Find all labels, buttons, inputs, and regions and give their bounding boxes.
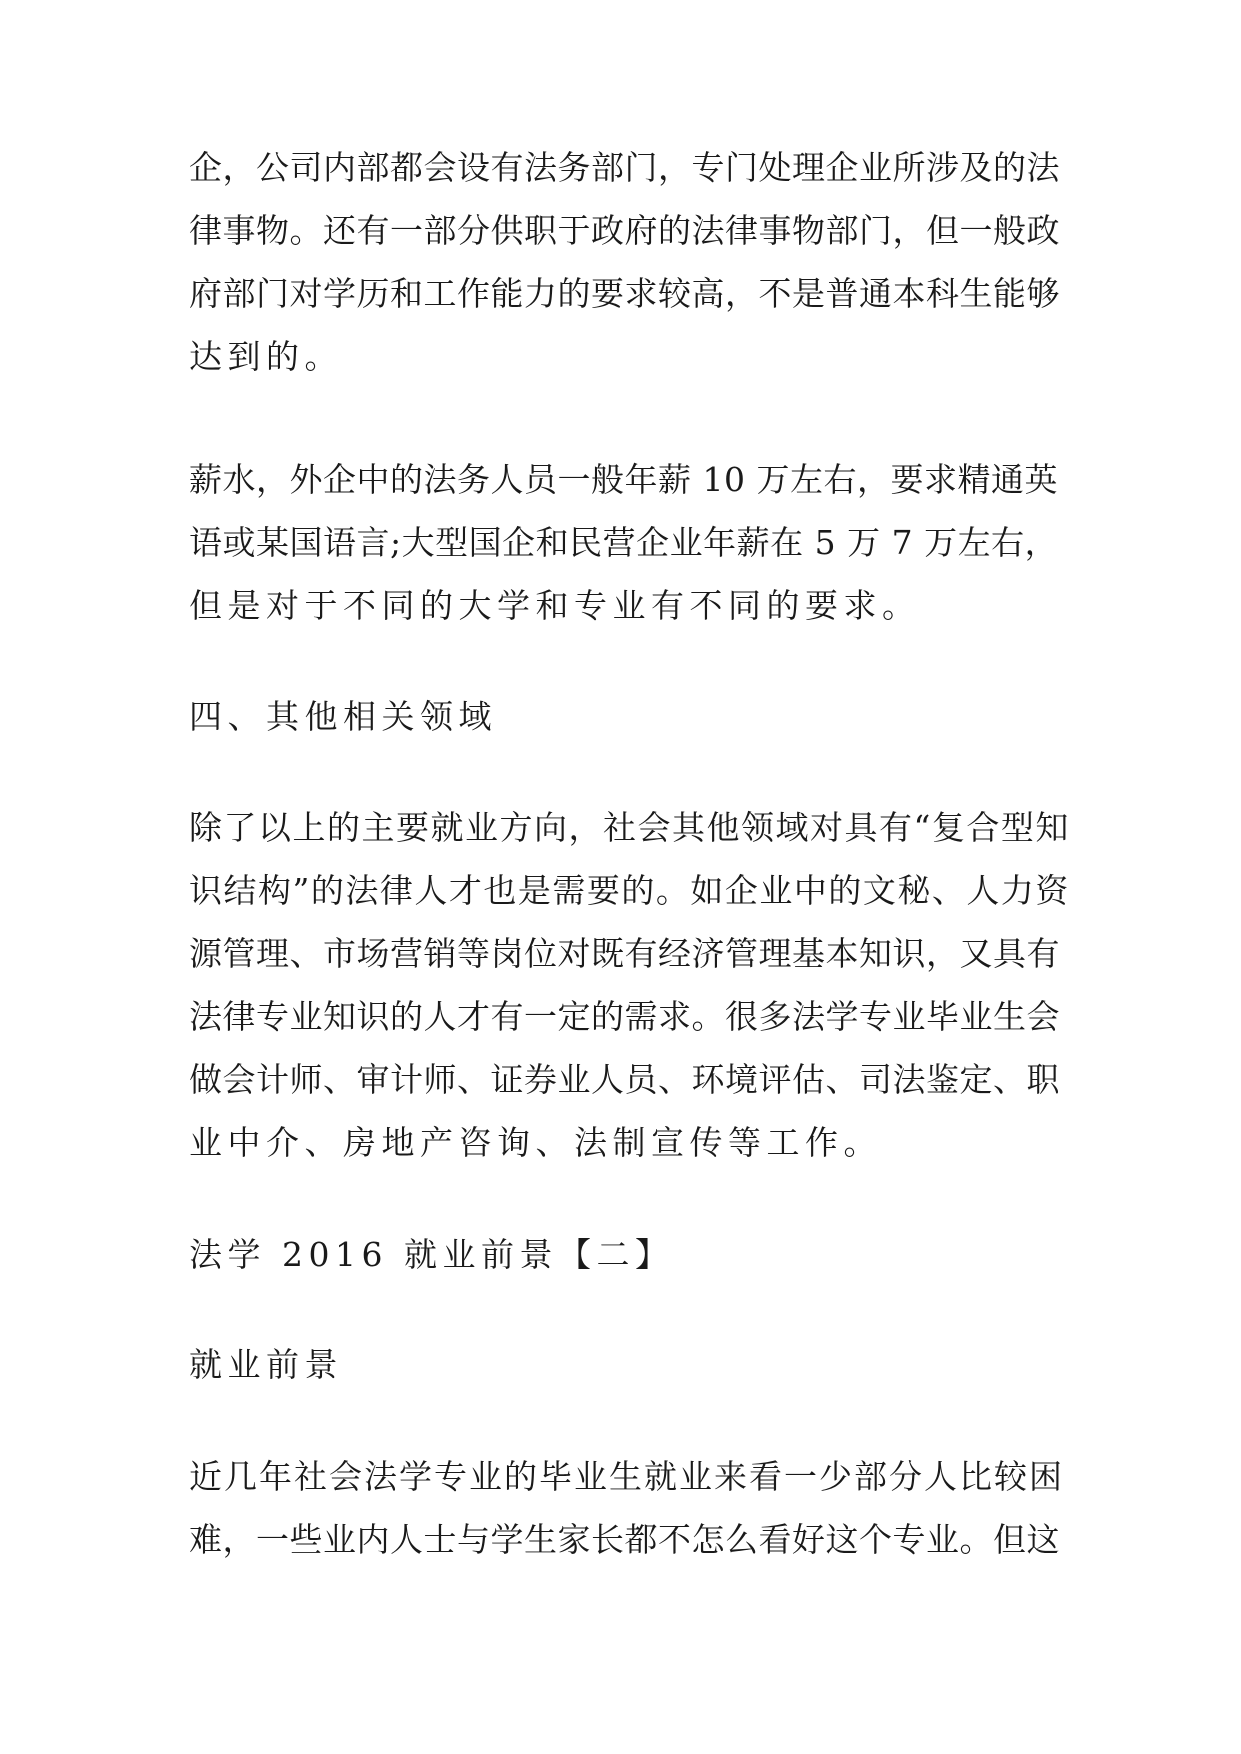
paragraph-1-line-1: 企，公司内部都会设有法务部门，专门处理企业所涉及的法 bbox=[189, 148, 1060, 187]
paragraph-3-line-1: 除了以上的主要就业方向，社会其他领域对具有“复合型知 bbox=[189, 808, 1070, 847]
section-heading-law-2016: 法学 2016 就业前景【二】 bbox=[189, 1235, 674, 1274]
paragraph-3-line-4: 法律专业知识的人才有一定的需求。很多法学专业毕业生会 bbox=[189, 997, 1060, 1036]
paragraph-3-line-5: 做会计师、审计师、证券业人员、环境评估、司法鉴定、职 bbox=[189, 1060, 1060, 1099]
paragraph-1-line-4: 达到的。 bbox=[189, 337, 343, 376]
paragraph-4-line-2: 难，一些业内人士与学生家长都不怎么看好这个专业。但这 bbox=[189, 1520, 1060, 1559]
paragraph-2-line-3: 但是对于不同的大学和专业有不同的要求。 bbox=[189, 586, 921, 625]
paragraph-1-line-3: 府部门对学历和工作能力的要求较高，不是普通本科生能够 bbox=[189, 274, 1060, 313]
paragraph-1-line-2: 律事物。还有一部分供职于政府的法律事物部门，但一般政 bbox=[189, 211, 1060, 250]
section-heading-employment-prospects: 就业前景 bbox=[189, 1345, 343, 1384]
paragraph-3-line-6: 业中介、房地产咨询、法制宣传等工作。 bbox=[189, 1123, 882, 1162]
paragraph-2-line-1: 薪水，外企中的法务人员一般年薪 10 万左右，要求精通英 bbox=[189, 460, 1058, 499]
section-heading-other-fields: 四、其他相关领域 bbox=[189, 697, 497, 736]
paragraph-3-line-2: 识结构”的法律人才也是需要的。如企业中的文秘、人力资 bbox=[189, 871, 1070, 910]
paragraph-3-line-3: 源管理、市场营销等岗位对既有经济管理基本知识，又具有 bbox=[189, 934, 1060, 973]
paragraph-4-line-1: 近几年社会法学专业的毕业生就业来看一少部分人比较困 bbox=[189, 1457, 1064, 1496]
paragraph-2-line-2: 语或某国语言;大型国企和民营企业年薪在 5 万 7 万左右， bbox=[189, 523, 1059, 562]
